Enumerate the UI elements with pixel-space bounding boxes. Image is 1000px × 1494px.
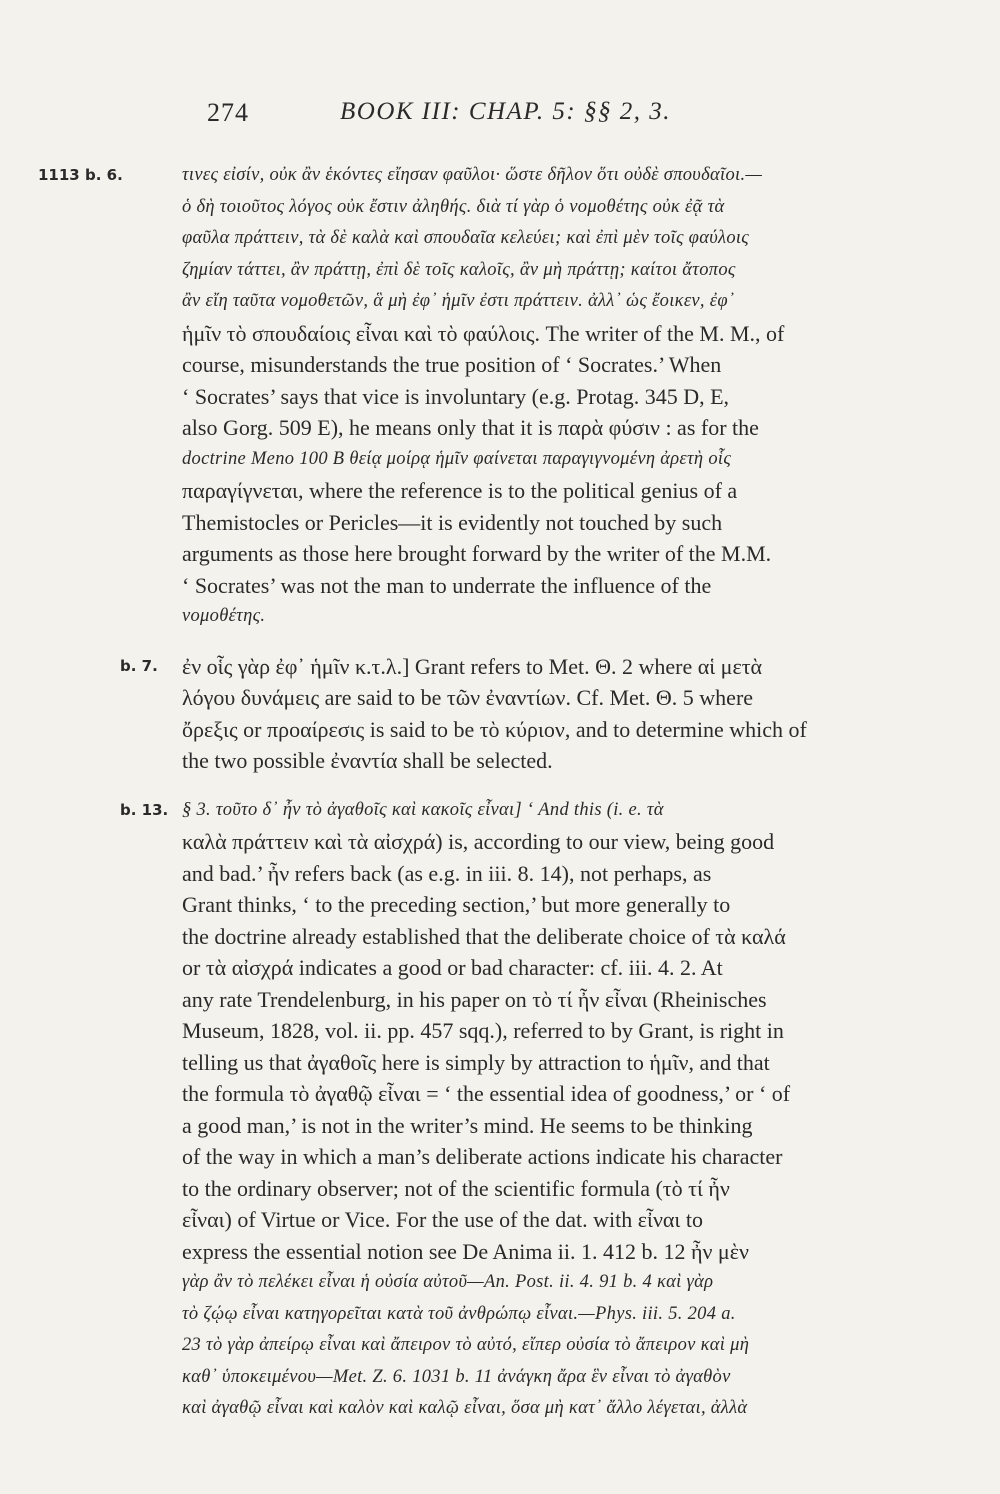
text-line: and bad.’ ἦν refers back (as e.g. in iii. 8. 14), not perhaps, as [182,860,712,886]
text-line: to the ordinary observer; not of the scientific formula (τὸ τί ἦν [182,1175,730,1201]
text-line: τὸ ζῴῳ εἶναι κατηγορεῖται κατὰ τοῦ ἀνθρώπῳ εἶναι.—Phys. iii. 5. 204 a. [182,1303,736,1324]
text-line: παραγίγνεται, where the reference is to the political genius of a [182,478,738,503]
commentary-notes [0,160,1000,1443]
text-line: or τὰ αἰσχρά indicates a good or bad character: cf. iii. 4. 2. At [182,955,723,980]
text-line: νομοθέτης. [182,606,266,626]
text-line: ‘ Socrates’ was not the man to underrate the influence of the [182,572,712,598]
text-line: 23 τὸ γὰρ ἀπείρῳ εἶναι καὶ ἄπειρον τὸ αὐτό, εἴπερ οὐσία τὸ ἄπειρον καὶ μὴ [182,1335,750,1355]
text-line: καλὰ πράττειν καὶ τὰ αἰσχρά) is, according to our view, being good [182,829,775,854]
text-line: Themistocles or Pericles—it is evidently not touched by such [182,509,723,535]
text-line: λόγου δυνάμεις are said to be τῶν ἐναντίων. Cf. Met. Θ. 5 where [182,685,754,710]
chapter-heading: BOOK III: CHAP. 5: §§ 2, 3. [340,98,671,125]
text-line: ὄρεξις or προαίρεσις is said to be τὸ κύριον, and to determine which of [182,716,807,742]
commentary-note [0,795,1000,1425]
page-number: 274 [207,98,249,127]
text-line: ‘ Socrates’ says that vice is involuntary (e.g. Protag. 345 D, E, [182,383,730,409]
text-line: ἡμῖν τὸ σπουδαίοις εἶναι καὶ τὸ φαύλοις. The writer of the M. M., of [182,320,785,346]
text-line: ἐν οἷς γὰρ ἐφ᾽ ἡμῖν κ.τ.λ.] Grant refers to Met. Θ. 2 where αἱ μετὰ [182,653,763,679]
text-line: the two possible ἐναντία shall be selected. [182,748,553,773]
line-reference: 1113 b. 6. [38,166,123,184]
text-line: § 3. τοῦτο δ᾽ ἦν τὸ ἀγαθοῖς καὶ κακοῖς εἶναι] ‘ And this (i. e. τὰ [182,799,664,820]
text-line: express the essential notion see De Anima ii. 1. 412 b. 12 ἦν μὲν [182,1238,749,1264]
text-line: a good man,’ is not in the writer’s mind. He seems to be thinking [182,1112,753,1138]
text-line: Museum, 1828, vol. ii. pp. 457 sqq.), referred to by Grant, is right in [182,1018,784,1043]
line-reference: b. 7. [120,656,158,675]
text-line: of the way in which a man’s deliberate actions indicate his character [182,1144,783,1169]
text-line: ὁ δὴ τοιοῦτος λόγος οὐκ ἔστιν ἀληθής. διὰ τί γὰρ ὁ νομοθέτης οὐκ ἐᾷ τὰ [182,196,725,217]
text-line: any rate Trendelenburg, in his paper on τὸ τί ἦν εἶναι (Rheinisches [182,986,767,1012]
text-line: also Gorg. 509 E), he means only that it is παρὰ φύσιν : as for the [182,415,759,440]
text-line: the formula τὸ ἀγαθῷ εἶναι = ‘ the essential idea of goodness,’ or ‘ of [182,1081,791,1106]
text-line: course, misunderstands the true position of ‘ Socrates.’ When [182,352,722,377]
commentary-note [0,160,1000,633]
commentary-note [0,651,1000,777]
text-line: καὶ ἀγαθῷ εἶναι καὶ καλὸν καὶ καλῷ εἶναι, ὅσα μὴ κατ᾽ ἄλλο λέγεται, ἀλλὰ [182,1398,748,1418]
text-line: the doctrine already established that the deliberate choice of τὰ καλά [182,923,786,949]
line-reference: b. 13. [120,800,169,819]
text-line: arguments as those here brought forward by the writer of the M.M. [182,541,772,566]
text-line: Grant thinks, ‘ to the preceding section,’ but more generally to [182,892,731,917]
text-line: ἂν εἴη ταῦτα νομοθετῶν, ἃ μὴ ἐφ᾽ ἡμῖν ἐστι πράττειν. ἀλλ᾽ ὡς ἔοικεν, ἐφ᾽ [182,291,735,311]
text-line: καθ᾽ ὑποκειμένου—Met. Z. 6. 1031 b. 11 ἀνάγκη ἄρα ἓν εἶναι τὸ ἀγαθὸν [182,1366,731,1387]
text-line: τινες εἰσίν, οὐκ ἂν ἑκόντες εἴησαν φαῦλοι· ὥστε δῆλον ὅτι οὐδὲ σπουδαῖοι.— [182,165,763,185]
text-line: εἶναι) of Virtue or Vice. For the use of the dat. with εἶναι to [182,1207,703,1232]
text-line: ζημίαν τάττει, ἂν πράττῃ, ἐπὶ δὲ τοῖς καλοῖς, ἂν μὴ πράττῃ; καίτοι ἄτοπος [182,259,736,280]
text-line: φαῦλα πράττειν, τὰ δὲ καλὰ καὶ σπουδαῖα κελεύει; καὶ ἐπὶ μὲν τοῖς φαύλοις [182,228,750,248]
text-line: telling us that ἀγαθοῖς here is simply by attraction to ἡμῖν, and that [182,1049,770,1075]
text-line: doctrine Meno 100 B θείᾳ μοίρᾳ ἡμῖν φαίνεται παραγιγνομένη ἀρετὴ οἷς [182,448,732,469]
text-line: γὰρ ἂν τὸ πελέκει εἶναι ἡ οὐσία αὐτοῦ—An. Post. ii. 4. 91 b. 4 καὶ γὰρ [182,1272,714,1292]
running-head [0,98,1000,138]
